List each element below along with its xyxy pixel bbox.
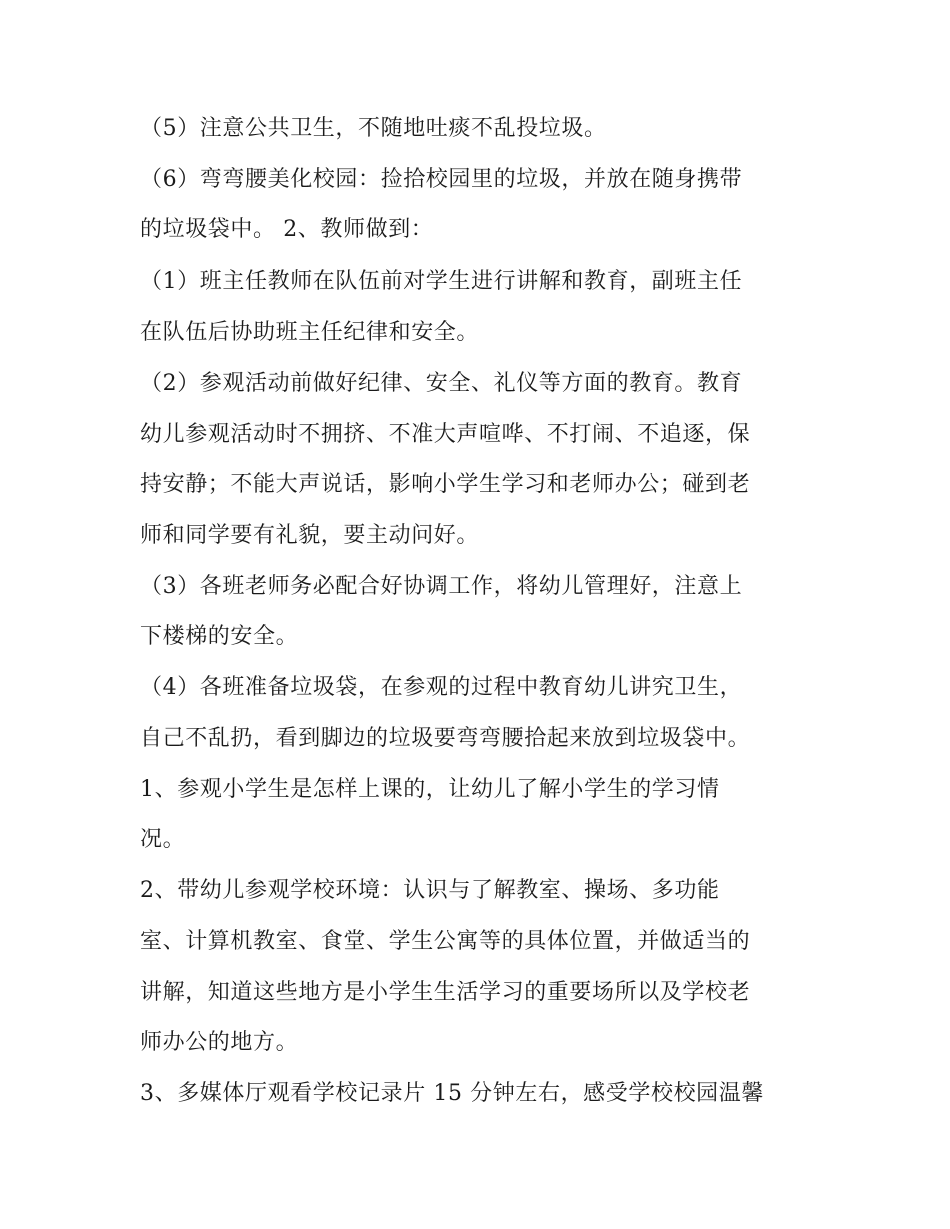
text-line: （6）弯弯腰美化校园：捡拾校园里的垃圾，并放在随身携带 <box>140 167 743 192</box>
text-line: 师办公的地方。 <box>140 1030 299 1055</box>
text-line: （5）注意公共卫生，不随地吐痰不乱投垃圾。 <box>140 116 607 141</box>
text-line: 的垃圾袋中。 2、教师做到： <box>140 217 434 242</box>
text-line: （2）参观活动前做好纪律、安全、礼仪等方面的教育。教育 <box>140 371 743 396</box>
text-line: 1、参观小学生是怎样上课的，让幼儿了解小学生的学习情 <box>140 777 720 802</box>
text-line: 3、多媒体厅观看学校记录片 15 分钟左右，感受学校校园温馨 <box>140 1081 764 1106</box>
text-line: 持安静；不能大声说话，影响小学生学习和老师办公；碰到老 <box>140 472 751 497</box>
text-line: 在队伍后协助班主任纪律和安全。 <box>140 320 480 345</box>
text-line: （3）各班老师务必配合好协调工作，将幼儿管理好，注意上 <box>140 574 743 599</box>
text-line: 师和同学要有礼貌，要主动问好。 <box>140 523 480 548</box>
text-line: 2、带幼儿参观学校环境：认识与了解教室、操场、多功能 <box>140 878 720 903</box>
text-line: （4）各班准备垃圾袋，在参观的过程中教育幼儿讲究卫生， <box>140 675 743 700</box>
text-line: 室、计算机教室、食堂、学生公寓等的具体位置，并做适当的 <box>140 929 751 954</box>
text-line: 讲解，知道这些地方是小学生生活学习的重要场所以及学校老 <box>140 980 751 1005</box>
text-line: （1）班主任教师在队伍前对学生进行讲解和教育，副班主任 <box>140 269 743 294</box>
text-line: 下楼梯的安全。 <box>140 624 299 649</box>
text-line: 幼儿参观活动时不拥挤、不准大声喧哗、不打闹、不追逐，保 <box>140 422 751 447</box>
text-line: 况。 <box>140 827 186 852</box>
text-line: 自己不乱扔，看到脚边的垃圾要弯弯腰拾起来放到垃圾袋中。 <box>140 726 751 751</box>
